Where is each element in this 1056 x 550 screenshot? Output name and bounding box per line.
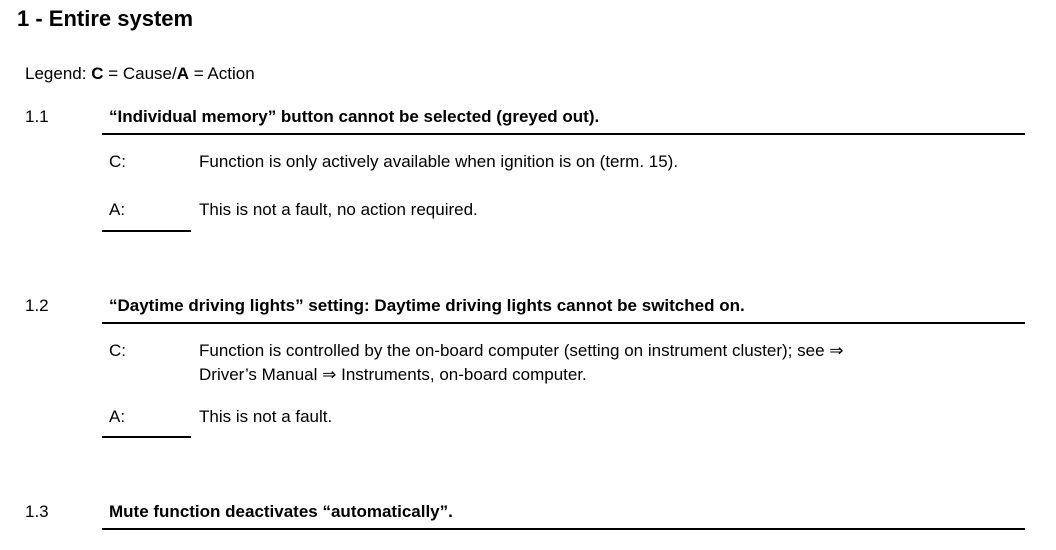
action-rule [102, 230, 191, 232]
cause-label: C: [109, 341, 126, 360]
action-rule [102, 436, 191, 438]
action-label: A: [109, 200, 126, 219]
section-number: 1.1 [25, 107, 49, 126]
legend-cause-key: C [91, 64, 104, 83]
cause-text-line-1: Function is controlled by the on-board computer (setting on instrument cluster); see ⇒ [199, 341, 844, 360]
legend-action-text: = Action [189, 64, 255, 83]
heading-rule [102, 322, 1025, 324]
section-heading: “Individual memory” button cannot be selected (greyed out). [109, 107, 600, 126]
legend-prefix: Legend: [25, 64, 92, 83]
section-number: 1.2 [25, 296, 49, 315]
action-text: This is not a fault, no action required. [199, 200, 478, 219]
legend-cause-text: = Cause/ [103, 64, 177, 83]
legend-action-key: A [176, 64, 189, 83]
heading-rule [102, 528, 1025, 530]
section-heading: “Daytime driving lights” setting: Daytime driving lights cannot be switched on. [109, 296, 745, 315]
section-number: 1.3 [25, 502, 49, 521]
section-heading: Mute function deactivates “automatically”. [109, 502, 453, 521]
cause-label: C: [109, 152, 126, 171]
cause-text-line-2: Driver’s Manual ⇒ Instruments, on-board computer. [199, 365, 587, 384]
action-label: A: [109, 407, 126, 426]
action-text: This is not a fault. [199, 407, 333, 426]
page-title: 1 - Entire system [17, 6, 194, 31]
cause-text: Function is only actively available when ignition is on (term. 15). [199, 152, 679, 171]
heading-rule [102, 133, 1025, 135]
legend [25, 64, 255, 84]
